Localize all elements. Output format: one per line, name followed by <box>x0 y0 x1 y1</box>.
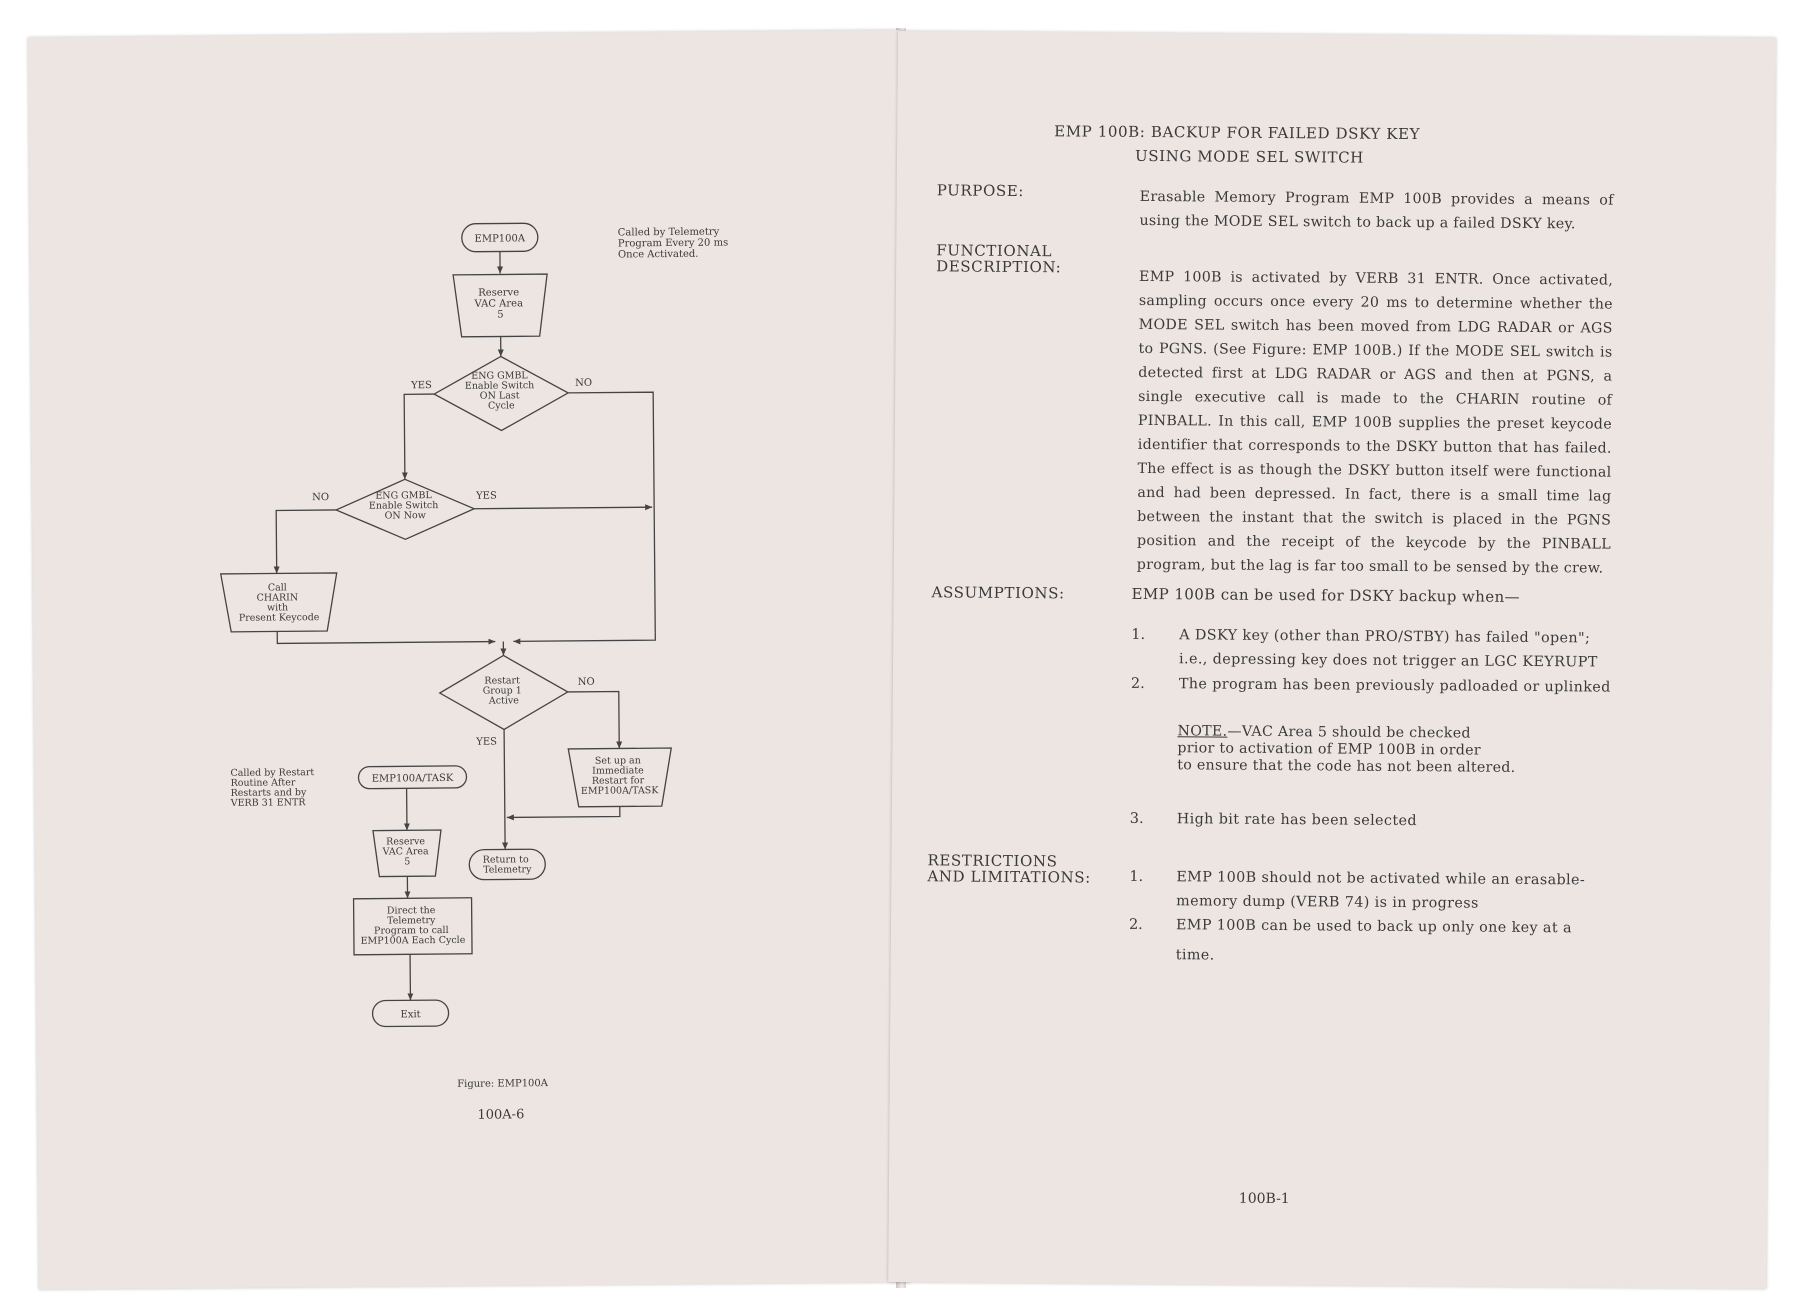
restriction-number: 2. <box>1128 916 1143 933</box>
decision-switch-now-label: ENG GMBL Enable Switch ON Now <box>368 490 439 522</box>
flowchart <box>28 30 911 1290</box>
restriction-item: memory dump (VERB 74) is in progress <box>1176 893 1479 912</box>
functional-label-2: DESCRIPTION: <box>936 257 1062 277</box>
task-note: Called by Restart Routine After Restarts and by VERB 31 ENTR <box>230 767 315 809</box>
purpose-label: PURPOSE: <box>936 181 1025 200</box>
right-page-number: 100B-1 <box>1238 1190 1290 1208</box>
no-label: NO <box>575 377 593 389</box>
assumptions-label: ASSUMPTIONS: <box>931 583 1065 603</box>
figure-caption: Figure: EMP100A <box>457 1078 549 1090</box>
note-line: —VAC Area 5 should be checked <box>1227 723 1471 742</box>
doc-title-line1: EMP 100B: BACKUP FOR FAILED DSKY KEY <box>1054 122 1421 144</box>
yes-label: YES <box>476 736 498 748</box>
note-label: NOTE. <box>1177 723 1228 740</box>
restrictions-label-1: RESTRICTIONS <box>927 851 1058 871</box>
exit-label: Exit <box>400 1009 421 1021</box>
return-to-telemetry-label: Return to Telemetry <box>482 854 532 876</box>
yes-label: YES <box>476 490 497 502</box>
assumption-number: 2. <box>1130 675 1145 692</box>
no-label: NO <box>577 676 595 688</box>
note-line: to ensure that the code has not been altered. <box>1177 757 1516 776</box>
restriction-item: time. <box>1175 947 1215 964</box>
assumption-number: 3. <box>1129 810 1144 827</box>
assumption-item: High bit rate has been selected <box>1176 811 1417 830</box>
note-line: prior to activation of EMP 100B in order <box>1177 740 1481 759</box>
decision-restart-group-label: Restart Group 1 Active <box>482 675 522 707</box>
functional-text: EMP 100B is activated by VERB 31 ENTR. Once activated, sampling occurs once every 20 ms to determine whether the MODE SEL switch has been moved from LDG RADAR or AGS to PGNS. (See Figure: EMP 100B.) If the MODE SEL switch is detected first at LDG RADAR or AGS and then at PGNS, a single executive call is made to the CHARIN routine of PINBALL. In this call, EMP 100B supplies the preset keycode identifier that corresponds to the DSKY button that has failed. The effect is as though the DSKY button itself were functional and had been depressed. In fact, there is a small time lag between the instant that the switch is placed in the PGNS position and the receipt of the keycode by the PINBALL program, but the lag is far too small to be sensed by the crew. <box>1136 268 1614 577</box>
assumption-item: A DSKY key (other than PRO/STBY) has failed "open"; <box>1179 627 1591 647</box>
assumption-number: 1. <box>1131 626 1146 643</box>
no-label: NO <box>312 492 330 504</box>
assumption-item: The program has been previously padloaded or uplinked <box>1178 676 1611 696</box>
right-page <box>888 31 1776 1289</box>
restriction-item: EMP 100B should not be activated while an erasable- <box>1176 869 1586 889</box>
call-charin-label: Call CHARIN with Present Keycode <box>238 582 320 624</box>
start-note: Called by Telemetry Program Every 20 ms Once Activated. <box>617 226 729 261</box>
reserve-vac-bottom-label: Reserve VAC Area 5 <box>382 836 429 868</box>
left-page-number: 100A-6 <box>477 1107 525 1123</box>
start-label: EMP100A <box>474 233 526 245</box>
reserve-vac-top-label: Reserve VAC Area 5 <box>474 287 524 321</box>
assumptions-intro: EMP 100B can be used for DSKY backup when— <box>1131 584 1521 606</box>
functional-label-1: FUNCTIONAL <box>936 241 1053 261</box>
decision-switch-last-cycle-label: ENG GMBL Enable Switch ON Last Cycle <box>464 370 535 412</box>
left-page <box>28 30 911 1290</box>
assumption-item: i.e., depressing key does not trigger an LGC KEYRUPT <box>1179 651 1598 671</box>
task-start-label: EMP100A/TASK <box>371 772 454 785</box>
note-block <box>1177 723 1516 777</box>
direct-telemetry-label: Direct the Telemetry Program to call EMP100A Each Cycle <box>360 905 466 947</box>
yes-label: YES <box>411 380 432 392</box>
setup-restart-label: Set up an Immediate Restart for EMP100A/TASK <box>580 755 659 797</box>
restrictions-label-2: AND LIMITATIONS: <box>927 867 1091 887</box>
restriction-item: EMP 100B can be used to back up only one key at a <box>1175 917 1572 937</box>
restriction-number: 1. <box>1129 868 1144 885</box>
purpose-text: Erasable Memory Program EMP 100B provides a means of using the MODE SEL switch to back up a failed DSKY key. <box>1139 188 1614 233</box>
doc-title-line2: USING MODE SEL SWITCH <box>1134 146 1364 167</box>
